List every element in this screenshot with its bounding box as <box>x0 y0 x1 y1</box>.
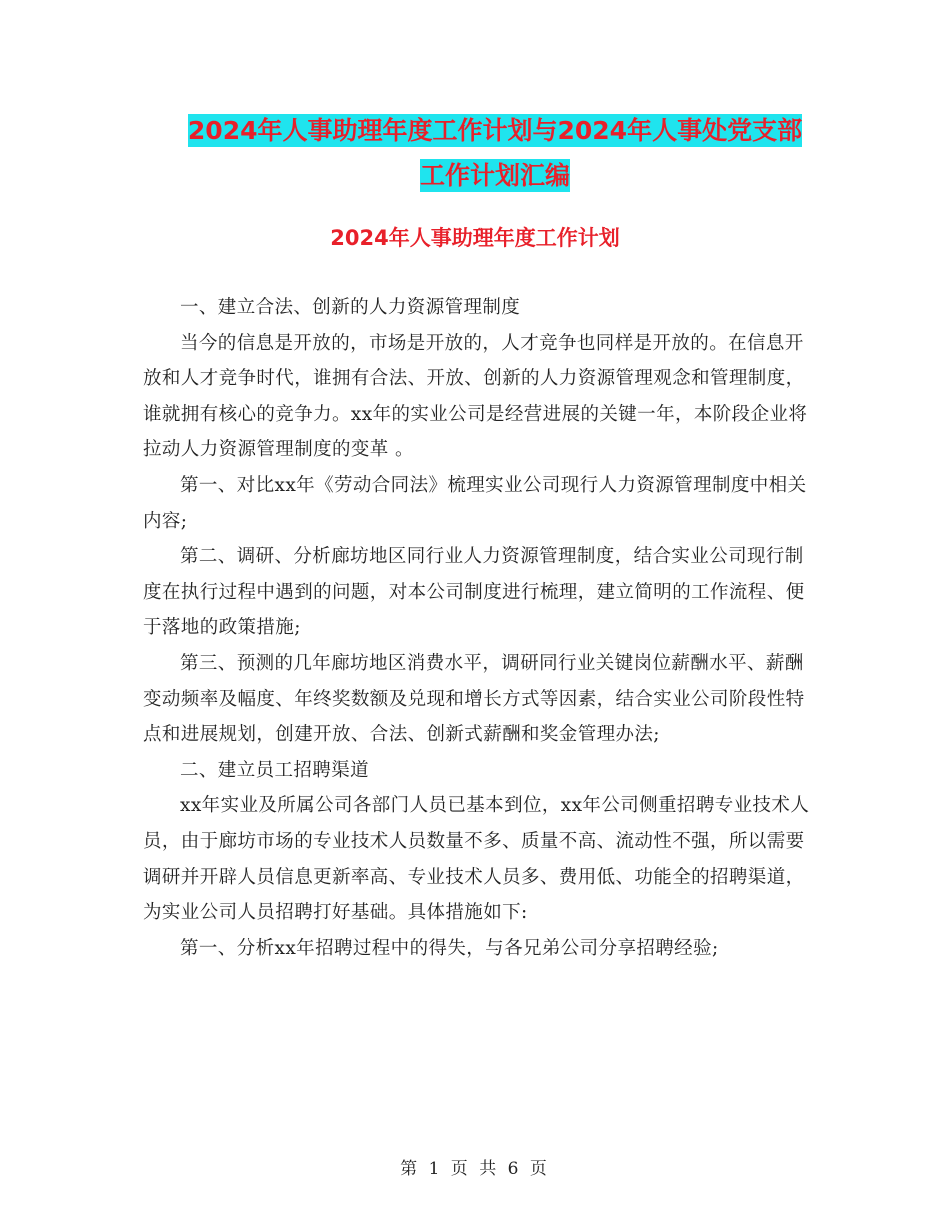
section-title: 2024年人事助理年度工作计划 <box>330 226 620 250</box>
paragraph: xx年实业及所属公司各部门人员已基本到位，xx年公司侧重招聘专业技术人员，由于廊坊市场的专业技术人员数量不多、质量不高、流动性不强，所以需要调研并开辟人员信息更新率高、专业技术人员多、费用低、功能全的招聘渠道，为实业公司人员招聘打好基础。具体措施如下: <box>143 795 810 924</box>
document-title-line-2: 工作计划汇编 <box>419 161 570 190</box>
heading-2: 二、建立员工招聘渠道 <box>180 759 370 781</box>
heading-1: 一、建立合法、创新的人力资源管理制度 <box>180 297 521 318</box>
paragraph: 第一、对比xx年《劳动合同法》梳理实业公司现行人力资源管理制度中相关内容; <box>143 474 807 532</box>
document-title-line-1: 2024年人事助理年度工作计划与2024年人事处党支部 <box>187 116 803 145</box>
paragraph: 第一、分析xx年招聘过程中的得失，与各兄弟公司分享招聘经验; <box>180 937 719 959</box>
page-footer: 第 1 页 共 6 页 <box>400 1159 550 1179</box>
document-title <box>140 108 850 198</box>
paragraph: 第三、预测的几年廊坊地区消费水平，调研同行业关键岗位薪酬水平、薪酬变动频率及幅度、年终奖数额及兑现和增长方式等因素，结合实业公司阶段性特点和进展规划，创建开放、合法、创新式薪酬和奖金管理办法; <box>143 652 805 746</box>
document-body <box>143 290 815 966</box>
paragraph: 第二、调研、分析廊坊地区同行业人力资源管理制度，结合实业公司现行制度在执行过程中遇到的问题，对本公司制度进行梳理，建立简明的工作流程、便于落地的政策措施; <box>143 546 805 639</box>
paragraph: 当今的信息是开放的，市场是开放的，人才竞争也同样是开放的。在信息开放和人才竞争时代，谁拥有合法、开放、创新的人力资源管理观念和管理制度，谁就拥有核心的竞争力。xx年的实业公司是经营进展的关键一年，本阶段企业将拉动人力资源管理制度的变革 。 <box>143 332 808 461</box>
